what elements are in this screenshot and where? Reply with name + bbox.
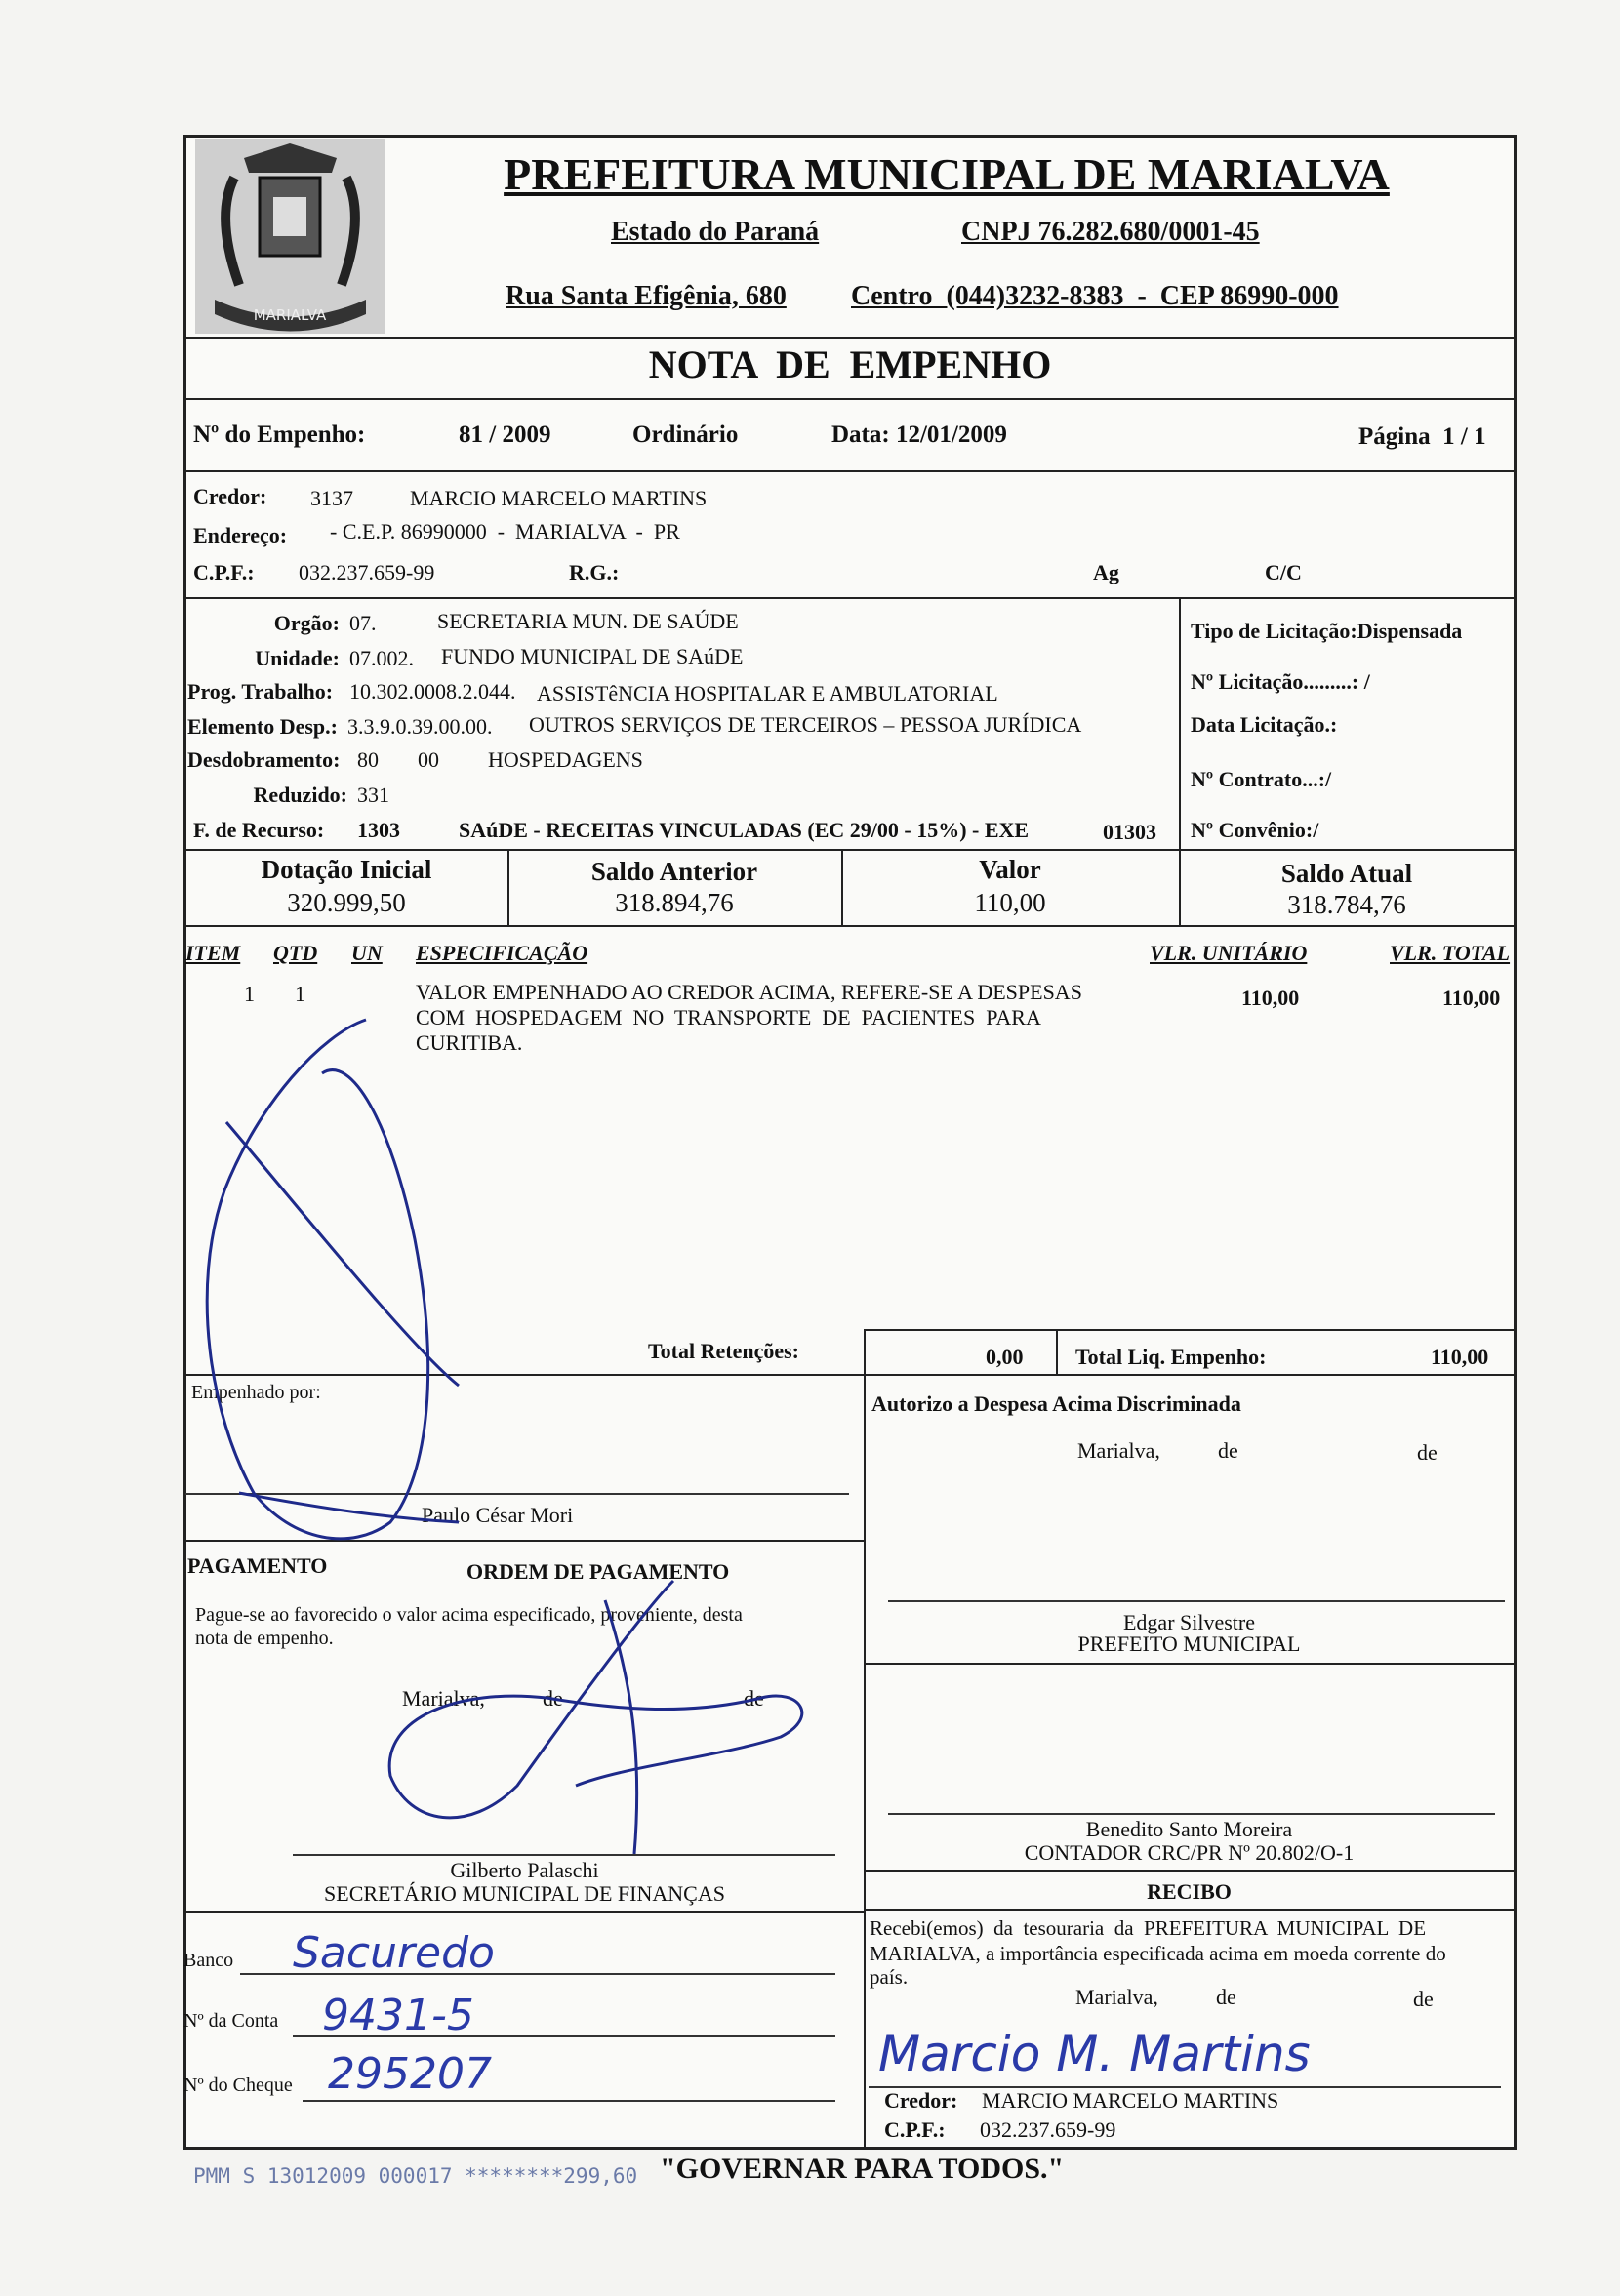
address-street: Rua Santa Efigênia, 680 (506, 281, 787, 311)
row-total-value: 110,00 (1442, 986, 1501, 1010)
un-column-header: UN (351, 941, 383, 965)
secretario-name: Gilberto Palaschi (450, 1858, 599, 1882)
pagamento-signature-stroke-2 (605, 1600, 637, 1854)
footer-stamp: PMM S 13012009 000017 ********299,60 (193, 2164, 638, 2188)
recibo-cpf-value: 032.237.659-99 (980, 2117, 1116, 2142)
numero-licitacao: Nº Licitação.........: / (1191, 669, 1370, 694)
pagamento-place: Marialva, (402, 1686, 485, 1711)
saldo-atual-value: 318.784,76 (1287, 890, 1406, 919)
spec-column-header: ESPECIFICAÇÃO (416, 941, 588, 965)
recibo-credor-name: MARCIO MARCELO MARTINS (982, 2088, 1279, 2113)
pagamento-de-1: de (543, 1686, 563, 1711)
state-name: Estado do Paraná (611, 217, 820, 247)
pagamento-text-line-1: Pague-se ao favorecido o valor acima especificado, proveniente, desta (195, 1604, 743, 1626)
total-retencoes-value: 0,00 (986, 1345, 1024, 1369)
footer-slogan: "GOVERNAR PARA TODOS." (660, 2153, 1065, 2185)
elemento-code: 3.3.9.0.39.00.00. (347, 714, 493, 739)
desdobramento-label: Desdobramento: (187, 747, 341, 772)
tipo-licitacao: Tipo de Licitação:Dispensada (1191, 619, 1463, 643)
recurso-label: F. de Recurso: (193, 818, 325, 842)
dotacao-inicial-label: Dotação Inicial (261, 855, 432, 884)
data-licitacao: Data Licitação.: (1191, 712, 1338, 737)
cnpj: CNPJ 76.282.680/0001-45 (961, 217, 1260, 247)
numero-convenio: Nº Convênio:/ (1191, 818, 1319, 842)
conta-label: Nº da Conta (183, 2010, 279, 2032)
banco-label: Banco (183, 1950, 234, 1971)
cpf-label: C.P.F.: (193, 560, 255, 584)
account-label: C/C (1265, 560, 1302, 584)
empenhado-signature-stroke (207, 1020, 427, 1539)
agency-label: Ag (1093, 560, 1119, 584)
empenho-number-label: Nº do Empenho: (193, 422, 366, 448)
pagamento-label: PAGAMENTO (187, 1553, 328, 1578)
recibo-text-line-3: país. (870, 1965, 909, 1989)
empenhado-por-label: Empenhado por: (191, 1382, 321, 1403)
elemento-name: OUTROS SERVIÇOS DE TERCEIROS – PESSOA JURÍDICA (529, 712, 1082, 737)
page-number: Página 1 / 1 (1358, 423, 1486, 450)
prog-trabalho-name: ASSISTêNCIA HOSPITALAR E AMBULATORIAL (537, 681, 998, 705)
cheque-label: Nº do Cheque (183, 2074, 293, 2096)
contador-name: Benedito Santo Moreira (1085, 1817, 1293, 1841)
recibo-text-line-2: MARIALVA, a importância especificada acima em moeda corrente do (870, 1942, 1446, 1965)
credor-code: 3137 (310, 486, 353, 510)
contador-role: CONTADOR CRC/PR Nº 20.802/O-1 (1024, 1840, 1355, 1865)
recurso-code: 1303 (357, 818, 400, 842)
recibo-de-2: de (1413, 1987, 1434, 2011)
prefeito-name: Edgar Silvestre (1122, 1610, 1256, 1634)
cheque-value: 295207 (328, 2049, 492, 2099)
recibo-text-line-1: Recebi(emos) da tesouraria da PREFEITURA MUNICIPAL DE (870, 1916, 1427, 1940)
orgao-label: Orgão: (273, 611, 340, 635)
row-spec-line-2: COM HOSPEDAGEM NO TRANSPORTE DE PACIENTES PARA (416, 1005, 1041, 1029)
empenho-number: 81 / 2009 (459, 422, 551, 448)
recibo-credor-label: Credor: (884, 2088, 958, 2113)
cpf-value: 032.237.659-99 (299, 560, 435, 584)
dotacao-inicial-value: 320.999,50 (287, 888, 406, 917)
autorizo-de-1: de (1218, 1438, 1238, 1463)
reduzido-label: Reduzido: (253, 783, 347, 807)
empenhado-signature-stroke-3 (239, 1493, 459, 1522)
endereco-label: Endereço: (193, 523, 288, 547)
pagamento-signature-stroke (389, 1581, 802, 1818)
rg-label: R.G.: (569, 560, 620, 584)
autorizo-label: Autorizo a Despesa Acima Discriminada (871, 1391, 1241, 1416)
banco-value: Sacuredo (293, 1928, 495, 1978)
desdobramento-name: HOSPEDAGENS (488, 747, 643, 772)
total-liquido-value: 110,00 (1431, 1345, 1489, 1369)
page-title: PREFEITURA MUNICIPAL DE MARIALVA (504, 149, 1390, 199)
endereco-value: - C.E.P. 86990000 - MARIALVA - PR (330, 519, 680, 544)
pagamento-text-line-2: nota de empenho. (195, 1628, 334, 1649)
empenhado-por-name: Paulo César Mori (422, 1503, 574, 1527)
valor-value: 110,00 (974, 888, 1046, 917)
seal-text: MARIALVA (253, 306, 327, 324)
ordem-pagamento-label: ORDEM DE PAGAMENTO (466, 1559, 730, 1584)
row-unit-value: 110,00 (1241, 986, 1300, 1010)
credor-name: MARCIO MARCELO MARTINS (410, 486, 708, 510)
prefeito-role: PREFEITO MUNICIPAL (1077, 1631, 1301, 1656)
row-spec-line-3: CURITIBA. (416, 1030, 523, 1055)
reduzido-value: 331 (357, 783, 389, 807)
credor-label: Credor: (193, 484, 267, 508)
empenho-type: Ordinário (632, 422, 739, 448)
row-item: 1 (244, 982, 255, 1006)
prog-trabalho-code: 10.302.0008.2.044. (349, 679, 516, 704)
total-liquido-label: Total Liq. Empenho: (1075, 1345, 1267, 1369)
saldo-atual-label: Saldo Atual (1280, 859, 1413, 888)
pagamento-de-2: de (744, 1686, 764, 1711)
document-title: NOTA DE EMPENHO (648, 342, 1052, 386)
orgao-name: SECRETARIA MUN. DE SAÚDE (437, 609, 739, 633)
desdobramento-subcode: 00 (418, 747, 439, 772)
prog-trabalho-label: Prog. Trabalho: (187, 679, 334, 704)
recibo-de-1: de (1216, 1985, 1236, 2009)
recibo-signature: Marcio M. Martins (878, 2026, 1311, 2082)
unidade-label: Unidade: (255, 646, 340, 670)
autorizo-place: Marialva, (1077, 1438, 1160, 1463)
unit-value-column-header: VLR. UNITÁRIO (1150, 941, 1308, 965)
row-spec-line-1: VALOR EMPENHADO AO CREDOR ACIMA, REFERE-SE A DESPESAS (416, 980, 1082, 1004)
valor-label: Valor (979, 855, 1041, 884)
address-contact: Centro (044)3232-8383 - CEP 86990-000 (851, 281, 1339, 311)
total-retencoes-label: Total Retenções: (648, 1339, 799, 1363)
orgao-code: 07. (349, 611, 377, 635)
saldo-anterior-label: Saldo Anterior (590, 857, 758, 886)
recibo-place: Marialva, (1075, 1985, 1158, 2009)
secretario-role: SECRETÁRIO MUNICIPAL DE FINANÇAS (324, 1881, 725, 1906)
recurso-code-2: 01303 (1103, 820, 1156, 844)
unidade-code: 07.002. (349, 646, 414, 670)
recurso-name: SAúDE - RECEITAS VINCULADAS (EC 29/00 - 15%) - EXE (459, 818, 1030, 842)
empenho-date: Data: 12/01/2009 (831, 422, 1007, 448)
row-qtd: 1 (295, 982, 305, 1006)
desdobramento-code: 80 (357, 747, 379, 772)
elemento-label: Elemento Desp.: (187, 714, 338, 739)
total-value-column-header: VLR. TOTAL (1390, 941, 1511, 965)
numero-contrato: Nº Contrato...:/ (1191, 767, 1332, 791)
unidade-name: FUNDO MUNICIPAL DE SAúDE (441, 644, 744, 668)
qtd-column-header: QTD (273, 941, 318, 965)
saldo-anterior-value: 318.894,76 (615, 888, 734, 917)
conta-value: 9431-5 (322, 1991, 474, 2040)
empenhado-signature-stroke-2 (226, 1122, 459, 1386)
recibo-label: RECIBO (1147, 1879, 1232, 1904)
item-column-header: ITEM (185, 941, 241, 965)
autorizo-de-2: de (1417, 1440, 1438, 1465)
recibo-cpf-label: C.P.F.: (884, 2117, 946, 2142)
